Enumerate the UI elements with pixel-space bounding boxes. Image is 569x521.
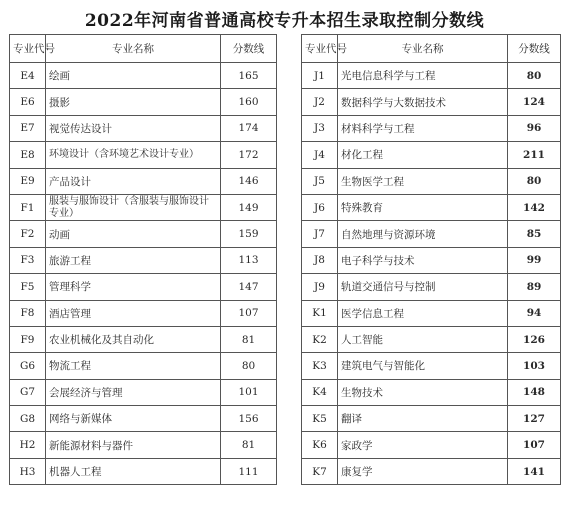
major-code-cell: J7 bbox=[302, 221, 338, 247]
major-name-cell: 医学信息工程 bbox=[338, 300, 508, 326]
major-name-cell: 机器人工程 bbox=[46, 458, 221, 484]
major-code-cell: J3 bbox=[302, 115, 338, 141]
table-header-row bbox=[302, 35, 561, 63]
table-row bbox=[302, 353, 561, 379]
major-code-cell: J2 bbox=[302, 89, 338, 115]
major-name-cell: 农业机械化及其自动化 bbox=[46, 326, 221, 352]
score-line-cell: 172 bbox=[221, 142, 277, 168]
major-name-cell: 康复学 bbox=[338, 458, 508, 484]
major-name-cell: 物流工程 bbox=[46, 353, 221, 379]
table-row bbox=[10, 353, 277, 379]
score-line-cell: 96 bbox=[508, 115, 561, 141]
major-code-cell: K6 bbox=[302, 432, 338, 458]
table-row bbox=[10, 326, 277, 352]
table-row bbox=[10, 274, 277, 300]
major-name-cell: 动画 bbox=[46, 221, 221, 247]
major-code-cell: J6 bbox=[302, 194, 338, 220]
major-code-cell: H2 bbox=[10, 432, 46, 458]
major-code-cell: G6 bbox=[10, 353, 46, 379]
score-line-cell: 99 bbox=[508, 247, 561, 273]
major-name-cell: 绘画 bbox=[46, 63, 221, 89]
major-code-cell: F8 bbox=[10, 300, 46, 326]
score-line-cell: 111 bbox=[221, 458, 277, 484]
table-row bbox=[302, 89, 561, 115]
table-row bbox=[302, 221, 561, 247]
table-row bbox=[10, 406, 277, 432]
table-row bbox=[10, 89, 277, 115]
table-header-row bbox=[10, 35, 277, 63]
major-code-cell: F9 bbox=[10, 326, 46, 352]
table-row bbox=[10, 379, 277, 405]
page-title: 2022年河南省普通高校专升本招生录取控制分数线 bbox=[84, 11, 485, 31]
major-name-cell: 网络与新媒体 bbox=[46, 406, 221, 432]
score-line-cell: 107 bbox=[508, 432, 561, 458]
score-line-cell: 160 bbox=[221, 89, 277, 115]
score-line-cell: 126 bbox=[508, 326, 561, 352]
table-row bbox=[10, 221, 277, 247]
table-row bbox=[302, 432, 561, 458]
table-row bbox=[302, 63, 561, 89]
score-line-cell: 113 bbox=[221, 247, 277, 273]
major-name-cell: 生物医学工程 bbox=[338, 168, 508, 194]
score-line-cell: 159 bbox=[221, 221, 277, 247]
table-row bbox=[10, 115, 277, 141]
score-line-cell: 127 bbox=[508, 406, 561, 432]
table-row bbox=[302, 458, 561, 484]
major-code-cell: K7 bbox=[302, 458, 338, 484]
table-row bbox=[10, 458, 277, 484]
major-name-cell: 光电信息科学与工程 bbox=[338, 63, 508, 89]
major-code-cell: K4 bbox=[302, 379, 338, 405]
major-name-cell: 材化工程 bbox=[338, 142, 508, 168]
table-row bbox=[302, 300, 561, 326]
score-line-cell: 80 bbox=[221, 353, 277, 379]
table-row bbox=[302, 115, 561, 141]
table-row bbox=[10, 63, 277, 89]
table-row bbox=[302, 142, 561, 168]
major-code-cell: E8 bbox=[10, 142, 46, 168]
score-line-cell: 94 bbox=[508, 300, 561, 326]
table-row bbox=[302, 168, 561, 194]
score-line-cell: 174 bbox=[221, 115, 277, 141]
table-row bbox=[10, 194, 277, 220]
score-line-cell: 85 bbox=[508, 221, 561, 247]
score-line-cell: 81 bbox=[221, 326, 277, 352]
major-name-cell: 人工智能 bbox=[338, 326, 508, 352]
score-line-cell: 165 bbox=[221, 63, 277, 89]
major-name-cell: 材料科学与工程 bbox=[338, 115, 508, 141]
score-table-right bbox=[301, 34, 561, 485]
major-code-cell: G8 bbox=[10, 406, 46, 432]
major-name-cell: 电子科学与技术 bbox=[338, 247, 508, 273]
major-name-cell: 新能源材料与器件 bbox=[46, 432, 221, 458]
major-code-cell: G7 bbox=[10, 379, 46, 405]
major-name-cell: 翻译 bbox=[338, 406, 508, 432]
score-line-cell: 81 bbox=[221, 432, 277, 458]
major-code-cell: K1 bbox=[302, 300, 338, 326]
score-line-cell: 103 bbox=[508, 353, 561, 379]
major-name-cell: 轨道交通信号与控制 bbox=[338, 274, 508, 300]
table-row bbox=[10, 300, 277, 326]
major-name-cell: 服装与服饰设计（含服装与服饰设计专业） bbox=[46, 194, 221, 220]
score-line-cell: 101 bbox=[221, 379, 277, 405]
score-line-cell: 146 bbox=[221, 168, 277, 194]
major-code-cell: K5 bbox=[302, 406, 338, 432]
table-row bbox=[302, 406, 561, 432]
major-name-cell: 环境设计（含环境艺术设计专业） bbox=[46, 142, 221, 168]
table-row bbox=[10, 168, 277, 194]
score-line-cell: 80 bbox=[508, 168, 561, 194]
table-row bbox=[10, 247, 277, 273]
major-code-cell: F3 bbox=[10, 247, 46, 273]
table-row bbox=[302, 247, 561, 273]
major-name-cell: 会展经济与管理 bbox=[46, 379, 221, 405]
major-code-cell: J8 bbox=[302, 247, 338, 273]
table-row bbox=[302, 379, 561, 405]
major-code-cell: K2 bbox=[302, 326, 338, 352]
score-line-cell: 107 bbox=[221, 300, 277, 326]
major-code-cell: E4 bbox=[10, 63, 46, 89]
major-name-cell: 酒店管理 bbox=[46, 300, 221, 326]
major-code-cell: E9 bbox=[10, 168, 46, 194]
major-code-cell: K3 bbox=[302, 353, 338, 379]
major-code-cell: J5 bbox=[302, 168, 338, 194]
major-code-cell: J4 bbox=[302, 142, 338, 168]
header-score-line: 分数线 bbox=[221, 35, 277, 63]
header-major-code: 专业代号 bbox=[10, 35, 46, 63]
major-code-cell: F2 bbox=[10, 221, 46, 247]
score-line-cell: 156 bbox=[221, 406, 277, 432]
major-code-cell: J1 bbox=[302, 63, 338, 89]
major-name-cell: 摄影 bbox=[46, 89, 221, 115]
major-name-cell: 管理科学 bbox=[46, 274, 221, 300]
major-code-cell: E6 bbox=[10, 89, 46, 115]
major-name-cell: 特殊教育 bbox=[338, 194, 508, 220]
score-line-cell: 124 bbox=[508, 89, 561, 115]
table-row bbox=[10, 142, 277, 168]
major-name-cell: 视觉传达设计 bbox=[46, 115, 221, 141]
major-code-cell: E7 bbox=[10, 115, 46, 141]
header-score-line: 分数线 bbox=[508, 35, 561, 63]
major-name-cell: 产品设计 bbox=[46, 168, 221, 194]
major-code-cell: H3 bbox=[10, 458, 46, 484]
score-line-cell: 211 bbox=[508, 142, 561, 168]
table-row bbox=[302, 274, 561, 300]
score-line-cell: 147 bbox=[221, 274, 277, 300]
major-name-cell: 家政学 bbox=[338, 432, 508, 458]
major-name-cell: 建筑电气与智能化 bbox=[338, 353, 508, 379]
score-line-cell: 80 bbox=[508, 63, 561, 89]
major-code-cell: F1 bbox=[10, 194, 46, 220]
header-major-name: 专业名称 bbox=[46, 35, 221, 63]
score-line-cell: 142 bbox=[508, 194, 561, 220]
major-name-cell: 自然地理与资源环境 bbox=[338, 221, 508, 247]
table-row bbox=[302, 326, 561, 352]
major-name-cell: 旅游工程 bbox=[46, 247, 221, 273]
major-name-cell: 数据科学与大数据技术 bbox=[338, 89, 508, 115]
score-line-cell: 149 bbox=[221, 194, 277, 220]
major-code-cell: F5 bbox=[10, 274, 46, 300]
major-name-cell: 生物技术 bbox=[338, 379, 508, 405]
score-line-cell: 148 bbox=[508, 379, 561, 405]
table-row bbox=[10, 432, 277, 458]
major-code-cell: J9 bbox=[302, 274, 338, 300]
score-line-cell: 141 bbox=[508, 458, 561, 484]
score-table-left bbox=[9, 34, 277, 485]
score-line-cell: 89 bbox=[508, 274, 561, 300]
header-major-name: 专业名称 bbox=[338, 35, 508, 63]
header-major-code: 专业代号 bbox=[302, 35, 338, 63]
table-row bbox=[302, 194, 561, 220]
